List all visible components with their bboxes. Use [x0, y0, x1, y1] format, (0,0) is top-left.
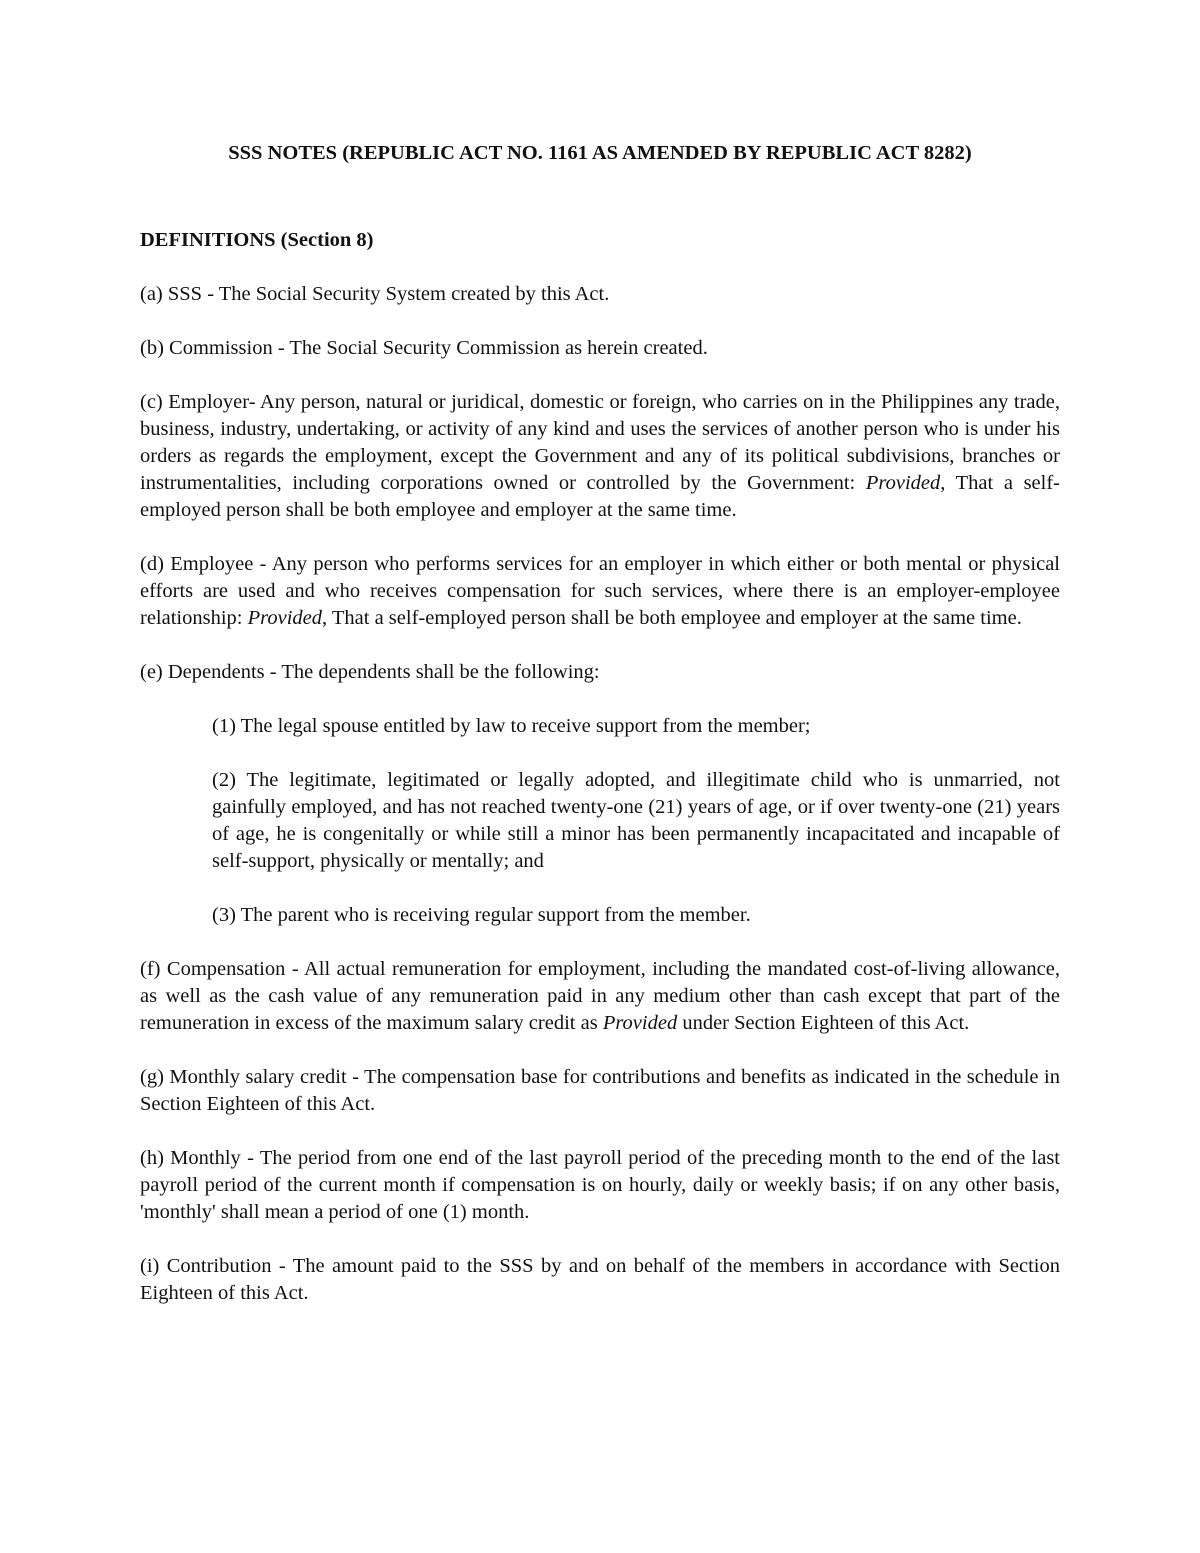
definition-d	[140, 551, 1060, 632]
definition-c-text: (c) Employer- Any person, natural or juridical, domestic or foreign, who carries on in the Philippines any trade, business, industry, undertaking, or activity of any kind and uses the services of another person who is under his orders as regards the employment, except the Government and any of its political subdivisions, branches or instrumentalities, including corporations owned or controlled by the Government:	[140, 391, 1060, 494]
definition-c-proviso: , That a self-employed person shall be both employee and employer at the same time.	[140, 472, 1060, 521]
definition-c	[140, 389, 1060, 524]
definition-d-provided: Provided	[247, 607, 322, 629]
definition-a: (a) SSS - The Social Security System created by this Act.	[140, 283, 610, 305]
definition-c-provided: Provided	[865, 472, 941, 494]
definition-f	[140, 956, 1060, 1037]
definition-f-text: (f) Compensation - All actual remuneration for employment, including the mandated cost-of-living allowance, as well as the cash value of any remuneration paid in any medium other than cash except that part of the remuneration in excess of the maximum salary credit as	[140, 958, 1060, 1034]
definition-i: (i) Contribution - The amount paid to the SSS by and on behalf of the members in accordance with Section Eighteen of this Act.	[140, 1255, 1060, 1304]
definition-e: (e) Dependents - The dependents shall be the following:	[140, 661, 600, 683]
definition-h: (h) Monthly - The period from one end of the last payroll period of the preceding month to the end of the last payroll period of the current month if compensation is on hourly, daily or weekly basis; if on any other basis, 'monthly' shall mean a period of one (1) month.	[140, 1147, 1060, 1223]
definition-d-text: (d) Employee - Any person who performs services for an employer in which either or both mental or physical efforts are used and who receives compensation for such services, where there is an employer-employee relationship:	[140, 553, 1060, 629]
dependent-item-2: (2) The legitimate, legitimated or legally adopted, and illegitimate child who is unmarried, not gainfully employed, and has not reached twenty-one (21) years of age, or if over twenty-one (21) years of age, he is congenitally or while still a minor has been permanently incapacitated and incapable of self-support, physically or mentally; and	[212, 769, 1060, 872]
definition-f-tail: under Section Eighteen of this Act.	[677, 1012, 970, 1034]
document-title: SSS NOTES (REPUBLIC ACT NO. 1161 AS AMENDED BY REPUBLIC ACT 8282)	[228, 142, 972, 164]
dependent-item-1: (1) The legal spouse entitled by law to receive support from the member;	[212, 715, 811, 737]
definition-g: (g) Monthly salary credit - The compensation base for contributions and benefits as indicated in the schedule in Section Eighteen of this Act.	[140, 1066, 1060, 1115]
dependent-item-3: (3) The parent who is receiving regular support from the member.	[212, 904, 751, 926]
definition-b: (b) Commission - The Social Security Commission as herein created.	[140, 337, 708, 359]
document-body	[140, 140, 1060, 1307]
section-heading: DEFINITIONS (Section 8)	[140, 229, 374, 251]
definition-f-provided: Provided	[602, 1012, 678, 1034]
definition-d-proviso: , That a self-employed person shall be both employee and employer at the same time.	[322, 607, 1022, 629]
